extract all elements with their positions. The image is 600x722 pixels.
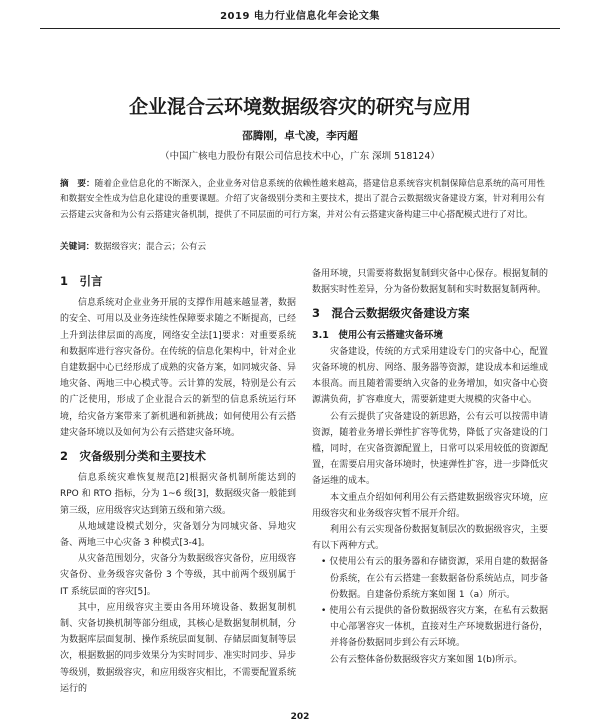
abstract-label: 摘 要： — [60, 179, 95, 189]
list-item: • 仅使用公有云的服务器和存储资源，采用自建的数据备份系统，在公有云搭建一套数据备份系统站点，同步备份数据。自建备份系统方案如图 1（a）所示。 — [321, 557, 548, 600]
section-3-heading: 3 混合云数据级灾备建设方案 — [312, 306, 470, 321]
right-column — [312, 266, 548, 668]
section-3-1-paragraph-3: 本文重点介绍如何利用公有云搭建数据级容灾环境，应用级容灾和业务级容灾暂不展开介绍。 — [312, 492, 548, 519]
abstract-text: 随着企业信息化的不断深入，企业业务对信息系统的依赖性越来越高，搭建信息系统容灾机制保障信息系统的高可用性和数据安全性成为信息化建设的重要课题。介绍了灾备级别分类和主要技术，提出了混合云数据级灾备建设方案，针对利用公有云搭建云灾备和为公有云搭建灾备机制，提供了不同层面的可行方案，并对公有云搭建灾备构建三中心搭配模式进行了对比。 — [60, 179, 545, 220]
section-3-1-paragraph-1: 灾备建设，传统的方式采用建设专门的灾备中心，配置灾备环境的机房、网络、服务器等资源，建设成本和运维成本很高。而且随着需要纳入灾备的业务增加，如灾备中心资源满负荷，扩容难度大，需要新建更大规模的灾备中心。 — [312, 346, 548, 406]
keywords — [60, 240, 545, 255]
abstract — [60, 177, 545, 223]
section-1-heading: 1 引言 — [60, 274, 103, 288]
section-3-1-paragraph-2: 公有云提供了灾备建设的新思路，公有云可以按需申请资源，随着业务增长弹性扩容等优势，降低了灾备建设的门槛，同时，在灾备资源配置上，日常可以采用较低的资源配置，在需要启用灾备环境时，快速弹性扩容，进一步降低灾备运维的成本。 — [312, 411, 548, 487]
running-header — [40, 6, 560, 29]
section-2-paragraph-3: 从灾备范围划分，灾备分为数据级容灾备份，应用级容灾备份、业务级容灾备份 3 个等级，其中前两个级别属于 IT 系统层面的容灾[5]。 — [60, 554, 296, 597]
page-number: 202 — [290, 712, 310, 722]
keywords-label: 关键词： — [60, 242, 95, 252]
list-item: • 使用公有云提供的备份数据级容灾方案，在私有云数据中心部署容灾一体机，直接对生产环境数据进行备份，并将备份数据同步到公有云环境。 — [321, 606, 548, 649]
paper-authors: 邵腾刚，卓弋凌，李丙超 — [242, 130, 358, 142]
section-2-heading: 2 灾备级别分类和主要技术 — [60, 449, 207, 464]
section-2-paragraph-2: 从地域建设模式划分，灾备划分为同城灾备、异地灾备、两地三中心灾备 3 种模式[3-4]。 — [60, 521, 296, 549]
section-2-paragraph-4: 其中，应用级容灾主要由各用环境设备、数据复制机制、灾备切换机制等部分组成，其核心是数据复制机制，分为数据库层面复制、操作系统层面复制、存储层面复制等层次，根据数据的同步效果分为实时同步、准实时同步、异步等级别，数据级容灾，和应用级容灾相比，不需要配置系统运行的 — [60, 602, 296, 694]
section-3-1-heading: 3.1 使用公有云搭建灾备环境 — [312, 329, 443, 341]
section-3-1-paragraph-4: 利用公有云实现备份数据复制层次的数据级容灾，主要有以下两种方式。 — [312, 525, 548, 552]
running-header-text: 2019 电力行业信息化年会论文集 — [220, 11, 380, 22]
paper-title: 企业混合云环境数据级容灾的研究与应用 — [128, 96, 471, 118]
left-column — [60, 266, 296, 697]
section-2-paragraph-1: 信息系统灾难恢复规范[2]根据灾备机制所能达到的 RPO 和 RTO 指标，分为 1~6 级[3]，数据级灾备一般能到第三级，应用级容灾达到第五级和第六级。 — [60, 473, 296, 516]
section-1-paragraph: 信息系统对企业业务开展的支撑作用越来越显著，数据的安全、可用以及业务连续性保障要求随之不断提高，已经上升到法律层面的高度，网络安全法[1]要求：对重要系统和数据库进行容灾备份。在传统的信息化架构中，针对企业自建数据中心已经形成了成熟的灾备方案，如同城灾备、异地灾备、两地三中心模式等。云计算的发展，特别是公有云的广泛使用，形成了企业混合云的新型的信息系统运行环境，给灾备方案带来了新机遇和新挑战；如何使用公有云搭建灾备环境以及如何为公有云搭建灾备环境。 — [60, 298, 296, 438]
closing-paragraph: 公有云整体备份数据级容灾方案如图 1(b)所示。 — [330, 654, 523, 665]
continued-paragraph: 备用环境，只需要将数据复制到灾备中心保存。根据复制的数据实时性差异，分为备份数据复制和实时数据复制两种。 — [312, 269, 548, 296]
paper-affiliation: （中国广核电力股份有限公司信息技术中心，广东 深圳 518124） — [160, 151, 440, 162]
keywords-text: 数据级容灾；混合云；公有云 — [94, 242, 207, 252]
